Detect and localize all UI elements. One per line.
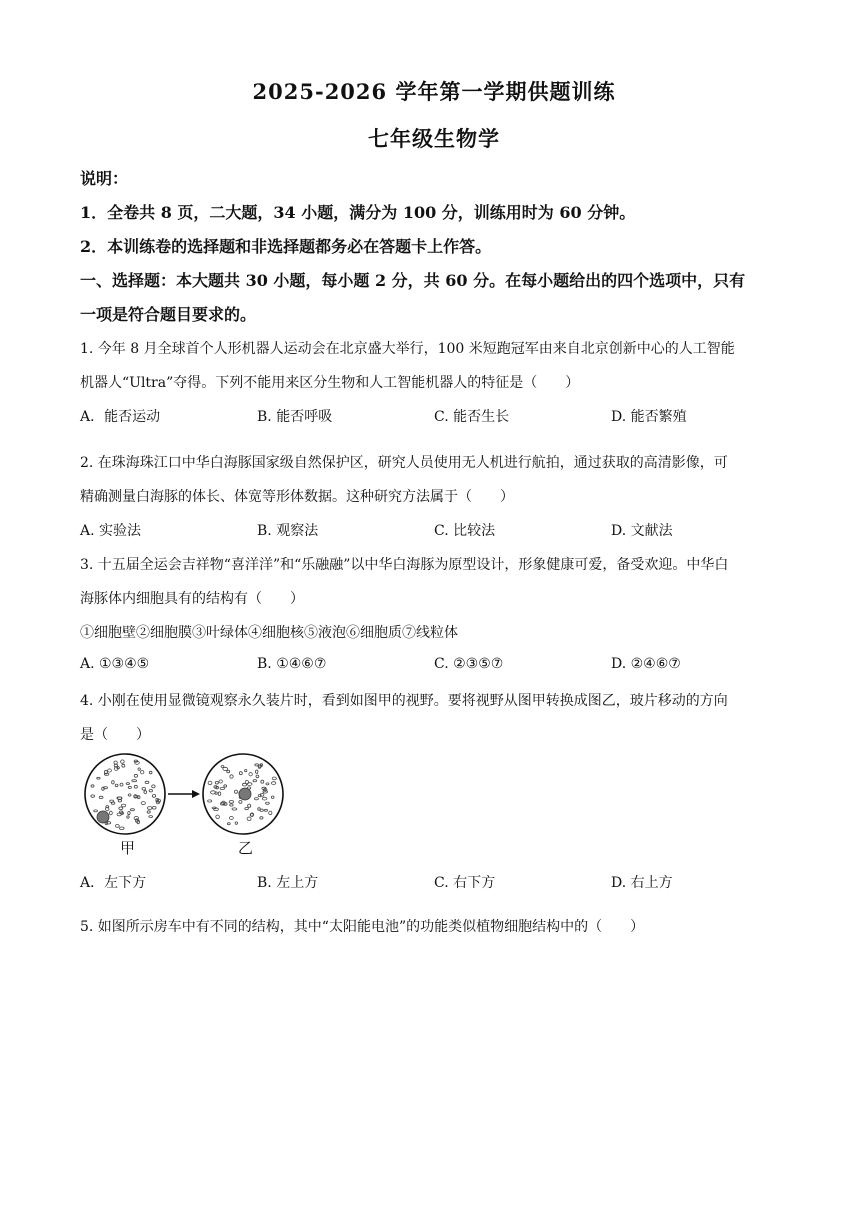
section-heading-line-2: 一项是符合题目要求的。 [80,305,257,324]
question-4-option-a[interactable]: A．左下方 [80,875,147,891]
exam-subtitle: 七年级生物学 [368,126,500,151]
question-2-stem-line-1: 2. 在珠海珠江口中华白海豚国家级自然保护区，研究人员使用无人机进行航拍，通过获取的高清影像，可 [80,455,728,471]
question-4-option-b[interactable]: B. 左上方 [257,875,319,891]
microscope-view-yi [203,754,283,834]
arrow-head-icon [192,790,200,798]
question-5-stem-line-1: 5. 如图所示房车中有不同的结构，其中“太阳能电池”的功能类似植物细胞结构中的（ ） [80,919,645,935]
figure-label-jia: 甲 [120,839,136,857]
question-3-stem-line-3: ①细胞壁②细胞膜③叶绿体④细胞核⑤液泡⑥细胞质⑦线粒体 [80,625,458,641]
question-4-stem-line-1: 4. 小刚在使用显微镜观察永久装片时，看到如图甲的视野。要将视野从图甲转换成图乙，玻片移动的方向 [80,693,728,709]
question-1-option-c[interactable]: C. 能否生长 [434,409,510,425]
question-2-option-b[interactable]: B. 观察法 [257,523,319,539]
question-1-option-a[interactable]: A．能否运动 [80,409,161,425]
target-object [239,788,251,800]
question-1-option-d[interactable]: D. 能否繁殖 [611,409,687,425]
question-1-option-b[interactable]: B. 能否呼吸 [257,409,333,425]
question-1-stem-line-1: 1. 今年 8 月全球首个人形机器人运动会在北京盛大举行，100 米短跑冠军由来自北京创新中心的人工智能 [80,341,735,357]
figure-label-yi: 乙 [238,839,254,857]
question-1-stem-line-2: 机器人“Ultra”夺得。下列不能用来区分生物和人工智能机器人的特征是（ ） [80,375,580,391]
exam-title: 2025-2026 学年第一学期供题训练 [252,79,616,104]
microscope-view-figure [80,752,320,862]
question-4-option-d[interactable]: D. 右上方 [611,875,673,891]
question-2-stem-line-2: 精确测量白海豚的体长、体宽等形体数据。这种研究方法属于（ ） [80,489,514,505]
question-4-stem-line-2: 是（ ） [80,727,150,743]
microscope-view-jia [85,754,165,834]
question-3-option-b[interactable]: B. ①④⑥⑦ [257,656,327,672]
instructions-label: 说明： [80,169,129,188]
instruction-item-2: 2．本训练卷的选择题和非选择题都务必在答题卡上作答。 [80,237,492,256]
question-3-stem-line-2: 海豚体内细胞具有的结构有（ ） [80,591,304,607]
instruction-item-1: 1．全卷共 8 页，二大题，34 小题，满分为 100 分，训练用时为 60 分钟。 [80,203,636,222]
question-3-option-d[interactable]: D. ②④⑥⑦ [611,656,681,672]
question-3-option-a[interactable]: A. ①③④⑤ [80,656,150,672]
question-2-option-d[interactable]: D. 文献法 [611,523,673,539]
section-heading-line-1: 一、选择题：本大题共 30 小题，每小题 2 分，共 60 分。在每小题给出的四个选项中，只有 [80,271,746,290]
target-object [97,811,109,823]
question-2-option-a[interactable]: A. 实验法 [80,523,142,539]
question-3-stem-line-1: 3. 十五届全运会吉祥物“喜洋洋”和“乐融融”以中华白海豚为原型设计，形象健康可爱，备受欢迎。中华白 [80,557,729,573]
question-4-option-c[interactable]: C. 右下方 [434,875,496,891]
question-2-option-c[interactable]: C. 比较法 [434,523,496,539]
question-3-option-c[interactable]: C. ②③⑤⑦ [434,656,504,672]
microscope-views-diagram [80,752,320,862]
